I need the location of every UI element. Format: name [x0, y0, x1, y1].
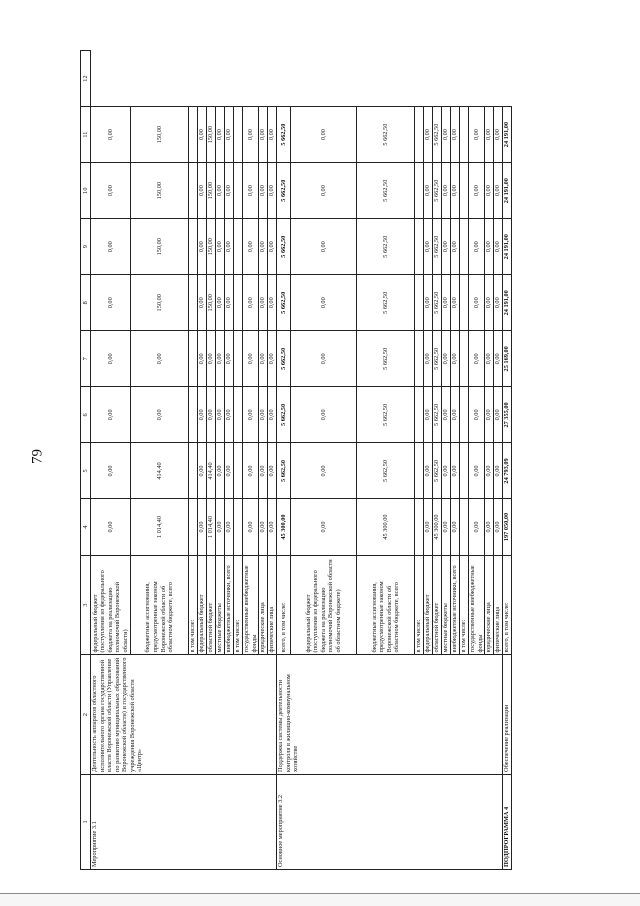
amount-cell: 0,00 [451, 443, 460, 499]
amount-cell: 5 662,50 [277, 331, 291, 387]
amount-cell: 0,00 [198, 443, 207, 499]
amount-cell: 0,00 [469, 275, 485, 331]
funding-source: всего, в том числе: [277, 555, 291, 655]
amount-cell: 0,00 [216, 499, 225, 555]
amount-cell: 0,00 [216, 443, 225, 499]
amount-cell: 0,00 [198, 107, 207, 163]
amount-cell: 5 662,50 [277, 107, 291, 163]
amount-cell: 0,00 [243, 387, 259, 443]
amount-cell: 150,00 [207, 219, 216, 275]
amount-cell: 27 355,00 [503, 387, 512, 443]
amount-cell: 0,00 [259, 163, 268, 219]
amount-cell: 0,00 [291, 499, 357, 555]
amount-cell: 0,00 [243, 499, 259, 555]
amount-cell: 5 662,50 [357, 331, 415, 387]
amount-cell: 197 050,00 [503, 499, 512, 555]
amount-cell: 0,00 [198, 163, 207, 219]
col-header: 7 [81, 331, 91, 387]
amount-cell: 0,00 [442, 163, 451, 219]
amount-cell: 0,00 [424, 499, 433, 555]
amount-cell: 0,00 [259, 331, 268, 387]
amount-cell [189, 443, 198, 499]
rotated-page [80, 50, 605, 870]
amount-cell: 150,00 [131, 219, 189, 275]
amount-cell: 0,00 [268, 163, 277, 219]
table-row [277, 51, 291, 870]
amount-cell [234, 387, 243, 443]
budget-table [80, 50, 512, 870]
activity-kind: Основное мероприятие 3.2 [277, 774, 503, 869]
amount-cell: 0,00 [259, 107, 268, 163]
amount-cell: 0,00 [131, 387, 189, 443]
amount-cell: 0,00 [91, 163, 131, 219]
funding-source: федеральный бюджет (поступления из федерального бюджета на реализацию полномочий Воронежской области) [91, 555, 131, 655]
funding-source: бюджетные ассигнования, предусмотренные законом Воронежской области об областном бюджете, всего [131, 555, 189, 655]
amount-cell: 5 662,50 [433, 443, 442, 499]
activity-name: Деятельность аппаратов областного исполнительного органа государственной власти Воронежской области (Управление по развитию муниципальных образований Воронежской области) и государственного учреждения Воронежской области «Центр» [91, 655, 277, 774]
funding-source: юридические лица [485, 555, 494, 655]
amount-cell: 0,00 [469, 219, 485, 275]
funding-source: в том числе: [415, 555, 424, 655]
amount-cell [415, 163, 424, 219]
amount-cell: 0,00 [91, 443, 131, 499]
amount-cell: 0,00 [442, 499, 451, 555]
activity-kind: Мероприятие 3.1 [91, 774, 277, 869]
funding-source: бюджетные ассигнования, предусмотренные законом Воронежской области об областном бюджете, всего [357, 555, 415, 655]
amount-cell [460, 163, 469, 219]
amount-cell [460, 387, 469, 443]
amount-cell: 5 662,50 [357, 387, 415, 443]
amount-cell [234, 107, 243, 163]
amount-cell: 0,00 [91, 107, 131, 163]
funding-source: областной бюджет [433, 555, 442, 655]
table-row [503, 51, 512, 870]
funding-source: государственные внебюджетные фонды [243, 555, 259, 655]
amount-cell: 0,00 [243, 107, 259, 163]
amount-cell: 0,00 [198, 219, 207, 275]
col-header: 2 [81, 655, 91, 774]
amount-cell: 0,00 [442, 275, 451, 331]
header-row [81, 51, 91, 870]
amount-cell: 0,00 [268, 499, 277, 555]
amount-cell: 0,00 [451, 275, 460, 331]
amount-cell: 0,00 [485, 275, 494, 331]
amount-cell: 0,00 [291, 331, 357, 387]
amount-cell: 0,00 [469, 163, 485, 219]
table-row [91, 51, 131, 870]
amount-cell: 0,00 [424, 387, 433, 443]
amount-cell [460, 443, 469, 499]
amount-cell [189, 275, 198, 331]
amount-cell [415, 387, 424, 443]
amount-cell: 0,00 [291, 163, 357, 219]
amount-cell: 0,00 [131, 331, 189, 387]
amount-cell: 0,00 [469, 331, 485, 387]
amount-cell: 0,00 [485, 107, 494, 163]
funding-source: федеральный бюджет [198, 555, 207, 655]
amount-cell: 24 793,09 [503, 443, 512, 499]
amount-cell: 5 662,50 [433, 163, 442, 219]
funding-source: федеральный бюджет (поступления из федерального бюджета на реализацию полномочий Воронежской области об областном бюджете) [291, 555, 357, 655]
amount-cell: 0,00 [424, 163, 433, 219]
amount-cell [189, 331, 198, 387]
amount-cell: 0,00 [259, 387, 268, 443]
amount-cell: 5 662,50 [433, 275, 442, 331]
funding-source: внебюджетные источники, всего [451, 555, 460, 655]
amount-cell: 0,00 [424, 443, 433, 499]
funding-source: физические лица [494, 555, 503, 655]
amount-cell: 0,00 [216, 163, 225, 219]
amount-cell: 0,00 [225, 387, 234, 443]
amount-cell [234, 499, 243, 555]
amount-cell: 150,00 [207, 107, 216, 163]
amount-cell: 0,00 [494, 443, 503, 499]
amount-cell: 150,00 [131, 107, 189, 163]
amount-cell: 0,00 [216, 387, 225, 443]
amount-cell: 0,00 [494, 275, 503, 331]
amount-cell: 0,00 [268, 275, 277, 331]
amount-cell [460, 219, 469, 275]
funding-source: внебюджетные источники, всего [225, 555, 234, 655]
activity-kind: ПОДПРОГРАММА 4 [503, 774, 512, 869]
amount-cell: 24 191,00 [503, 107, 512, 163]
col-header: 3 [81, 555, 91, 655]
col-header: 11 [81, 107, 91, 163]
amount-cell: 0,00 [424, 107, 433, 163]
amount-cell: 0,00 [485, 219, 494, 275]
amount-cell: 24 191,00 [503, 163, 512, 219]
amount-cell: 0,00 [451, 331, 460, 387]
amount-cell: 0,00 [216, 275, 225, 331]
amount-cell: 0,00 [243, 219, 259, 275]
amount-cell [460, 275, 469, 331]
col-header: 4 [81, 499, 91, 555]
amount-cell: 150,00 [207, 163, 216, 219]
amount-cell: 0,00 [469, 387, 485, 443]
amount-cell [415, 443, 424, 499]
amount-cell [460, 331, 469, 387]
amount-cell: 0,00 [268, 443, 277, 499]
amount-cell: 0,00 [494, 331, 503, 387]
amount-cell: 0,00 [259, 499, 268, 555]
amount-cell: 0,00 [198, 387, 207, 443]
amount-cell: 0,00 [216, 219, 225, 275]
funding-source: областной бюджет [207, 555, 216, 655]
amount-cell: 0,00 [442, 219, 451, 275]
amount-cell: 5 662,50 [277, 163, 291, 219]
amount-cell: 0,00 [442, 387, 451, 443]
page-number: 79 [29, 449, 46, 464]
amount-cell [415, 107, 424, 163]
amount-cell: 0,00 [198, 331, 207, 387]
amount-cell: 5 662,50 [357, 443, 415, 499]
amount-cell: 0,00 [207, 331, 216, 387]
amount-cell: 0,00 [198, 499, 207, 555]
col-header: 6 [81, 387, 91, 443]
funding-source: всего, в том числе: [503, 555, 512, 655]
amount-cell: 0,00 [451, 499, 460, 555]
amount-cell [189, 499, 198, 555]
amount-cell: 0,00 [485, 499, 494, 555]
amount-cell: 0,00 [91, 219, 131, 275]
amount-cell [460, 499, 469, 555]
amount-cell: 5 662,50 [433, 107, 442, 163]
amount-cell: 0,00 [494, 107, 503, 163]
amount-cell: 0,00 [451, 107, 460, 163]
amount-cell: 0,00 [225, 443, 234, 499]
amount-cell: 0,00 [291, 219, 357, 275]
amount-cell: 150,00 [131, 163, 189, 219]
amount-cell: 0,00 [469, 499, 485, 555]
amount-cell: 0,00 [259, 275, 268, 331]
funding-source: государственные внебюджетные фонды [469, 555, 485, 655]
amount-cell [189, 163, 198, 219]
amount-cell: 5 662,50 [277, 387, 291, 443]
amount-cell: 5 662,50 [277, 219, 291, 275]
amount-cell: 0,00 [268, 331, 277, 387]
amount-cell: 150,00 [131, 275, 189, 331]
col-header: 5 [81, 443, 91, 499]
amount-cell: 5 662,50 [357, 107, 415, 163]
amount-cell: 414,40 [207, 443, 216, 499]
amount-cell [460, 107, 469, 163]
funding-source: в том числе: [234, 555, 243, 655]
amount-cell: 24 191,00 [503, 219, 512, 275]
amount-cell: 0,00 [494, 387, 503, 443]
amount-cell: 5 662,50 [433, 219, 442, 275]
funding-source: местные бюджеты [442, 555, 451, 655]
amount-cell: 0,00 [243, 443, 259, 499]
amount-cell [234, 163, 243, 219]
amount-cell: 0,00 [91, 331, 131, 387]
amount-cell: 0,00 [216, 107, 225, 163]
amount-cell: 0,00 [291, 275, 357, 331]
amount-cell [234, 443, 243, 499]
amount-cell: 0,00 [225, 499, 234, 555]
amount-cell: 5 662,50 [277, 275, 291, 331]
funding-source: в том числе: [460, 555, 469, 655]
amount-cell: 5 662,50 [357, 275, 415, 331]
amount-cell: 0,00 [442, 443, 451, 499]
amount-cell: 0,00 [485, 387, 494, 443]
amount-cell: 0,00 [225, 219, 234, 275]
amount-cell: 0,00 [268, 107, 277, 163]
amount-cell: 0,00 [291, 443, 357, 499]
amount-cell: 0,00 [198, 275, 207, 331]
amount-cell: 0,00 [268, 219, 277, 275]
amount-cell: 0,00 [243, 163, 259, 219]
amount-cell: 0,00 [451, 163, 460, 219]
amount-cell: 0,00 [451, 387, 460, 443]
amount-cell: 150,00 [207, 275, 216, 331]
amount-cell [189, 387, 198, 443]
amount-cell: 45 300,00 [433, 499, 442, 555]
amount-cell: 0,00 [225, 275, 234, 331]
amount-cell [415, 499, 424, 555]
amount-cell: 45 300,00 [277, 499, 291, 555]
amount-cell: 1 014,40 [131, 499, 189, 555]
amount-cell: 0,00 [424, 219, 433, 275]
amount-cell: 0,00 [91, 499, 131, 555]
amount-cell: 0,00 [225, 107, 234, 163]
funding-source: физические лица [268, 555, 277, 655]
funding-source: юридические лица [259, 555, 268, 655]
amount-cell: 0,00 [485, 331, 494, 387]
amount-cell: 0,00 [243, 331, 259, 387]
amount-cell [234, 331, 243, 387]
amount-cell: 0,00 [268, 387, 277, 443]
col-header: 10 [81, 163, 91, 219]
amount-cell: 0,00 [91, 275, 131, 331]
amount-cell: 24 191,00 [503, 275, 512, 331]
amount-cell: 0,00 [91, 387, 131, 443]
amount-cell: 0,00 [485, 163, 494, 219]
amount-cell: 0,00 [216, 331, 225, 387]
amount-cell: 0,00 [469, 443, 485, 499]
amount-cell [415, 219, 424, 275]
activity-name: Обеспечение реализации [503, 655, 512, 774]
amount-cell: 0,00 [291, 387, 357, 443]
amount-cell: 5 662,50 [433, 387, 442, 443]
amount-cell: 0,00 [442, 331, 451, 387]
amount-cell: 0,00 [259, 443, 268, 499]
amount-cell: 5 662,50 [357, 219, 415, 275]
amount-cell: 0,00 [424, 275, 433, 331]
activity-name: Поддержка системы деятельности контроля в жилищно-коммунальном хозяйстве [277, 655, 503, 774]
amount-cell: 414,40 [131, 443, 189, 499]
amount-cell: 0,00 [424, 331, 433, 387]
funding-source: в том числе: [189, 555, 198, 655]
amount-cell: 0,00 [243, 275, 259, 331]
amount-cell: 5 662,50 [357, 163, 415, 219]
funding-source: местные бюджеты [216, 555, 225, 655]
col-header: 12 [81, 51, 91, 107]
amount-cell: 0,00 [485, 443, 494, 499]
amount-cell: 0,00 [259, 219, 268, 275]
col-header: 8 [81, 275, 91, 331]
col-header: 9 [81, 219, 91, 275]
amount-cell: 0,00 [207, 387, 216, 443]
amount-cell: 25 169,00 [503, 331, 512, 387]
amount-cell: 0,00 [469, 107, 485, 163]
amount-cell: 0,00 [291, 107, 357, 163]
scan-edge [0, 893, 640, 906]
amount-cell [189, 107, 198, 163]
amount-cell: 0,00 [494, 219, 503, 275]
amount-cell: 0,00 [494, 499, 503, 555]
amount-cell [189, 219, 198, 275]
amount-cell [415, 275, 424, 331]
amount-cell: 5 662,50 [433, 331, 442, 387]
amount-cell: 0,00 [225, 331, 234, 387]
amount-cell: 0,00 [442, 107, 451, 163]
amount-cell: 5 662,50 [277, 443, 291, 499]
amount-cell [234, 219, 243, 275]
amount-cell: 0,00 [494, 163, 503, 219]
amount-cell: 1 014,40 [207, 499, 216, 555]
amount-cell: 45 300,00 [357, 499, 415, 555]
amount-cell: 0,00 [451, 219, 460, 275]
amount-cell: 0,00 [225, 163, 234, 219]
amount-cell [234, 275, 243, 331]
col-header: 1 [81, 774, 91, 869]
funding-source: федеральный бюджет [424, 555, 433, 655]
table-body [91, 51, 512, 870]
amount-cell [415, 331, 424, 387]
